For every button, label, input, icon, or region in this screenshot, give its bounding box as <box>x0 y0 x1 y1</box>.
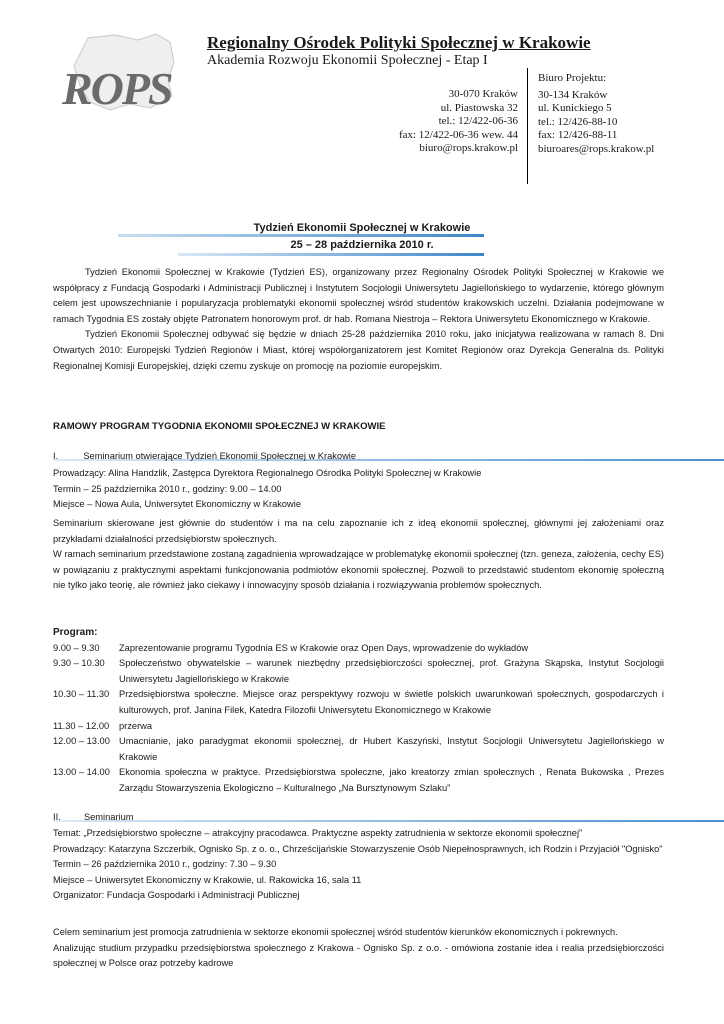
address-main <box>399 88 518 156</box>
schedule-row <box>53 719 664 735</box>
header-divider <box>527 68 528 184</box>
program-label: Program: <box>53 627 98 638</box>
rops-logo <box>60 30 200 120</box>
term: Termin – 25 października 2010 r., godziny: 9.00 – 14.00 <box>53 483 282 494</box>
schedule-desc: przerwa <box>119 720 153 731</box>
schedule-row <box>53 641 664 657</box>
section-number: II. <box>53 812 61 822</box>
address-line: ul. Piastowska 32 <box>440 101 518 114</box>
section-1-details <box>53 466 664 513</box>
program-title: RAMOWY PROGRAM TYGODNIA EKONOMII SPOŁECZNEJ W KRAKOWIE <box>53 421 386 432</box>
section-2-details <box>53 826 664 904</box>
schedule-desc: Przedsiębiorstwa społeczne. Miejsce oraz perspektywy rozwoju w świetle polskich uwarunkowań społecznych, gospodarczych i kulturowych, prof. Janina Filek, Katedra Filozofii Uniwersytetu Ekonomicznego w Krakowie <box>119 689 664 715</box>
address-line: tel.: 12/422-06-36 <box>438 115 518 127</box>
address-project-office <box>538 72 654 156</box>
section-2-heading <box>53 812 134 822</box>
topic: Temat: „Przedsiębiorstwo społeczne – atrakcyjny pracodawca. Praktyczne aspekty zatrudnienia w sektorze ekonomii społecznej” <box>53 828 583 838</box>
address-line: 30-134 Kraków <box>538 88 608 101</box>
description-paragraph: Celem seminarium jest promocja zatrudnienia w sektorze ekonomii społecznej wśród studentów kierunków ekonomicznych i pokrewnych. <box>53 927 618 937</box>
section-name: Seminarium <box>83 812 134 822</box>
address-line: ul. Kunickiego 5 <box>538 102 612 114</box>
schedule-desc: Ekonomia społeczna w praktyce. Przedsiębiorstwa społeczne, jako kreatorzy zmian społecznych , Renata Bukowska , Prezes Zarządu Stowarzyszenia Ekologiczno – Kulturalnego „Na Bursztynowym Szlaku” <box>119 767 664 793</box>
place: Miejsce – Nowa Aula, Uniwersytet Ekonomiczny w Krakowie <box>53 499 302 510</box>
schedule-desc: Zaprezentowanie programu Tygodnia ES w Krakowie oraz Open Days, wprowadzenie do wykładów <box>119 642 529 653</box>
program-schedule <box>53 625 664 797</box>
section-2-description <box>53 925 664 972</box>
address-line: tel.: 12/426-88-10 <box>538 115 618 128</box>
schedule-time: 10.30 – 11.30 <box>53 689 110 700</box>
address-line: fax: 12/426-88-11 <box>538 129 618 141</box>
email[interactable]: biuro@rops.krakow.pl <box>419 142 518 154</box>
decorative-bar <box>118 234 484 237</box>
schedule-row <box>53 734 664 765</box>
schedule-row <box>53 687 664 718</box>
decorative-bar <box>178 253 484 256</box>
schedule-time: 12.00 – 13.00 <box>53 736 110 747</box>
section-1-heading <box>53 451 356 461</box>
schedule-row <box>53 765 664 796</box>
event-dates: 25 – 28 października 2010 r. <box>290 239 434 251</box>
schedule-desc: Umacnianie, jako paradygmat ekonomii społecznej, dr Hubert Kaszyński, Instytut Socjologii Uniwersytetu Jagiellońskiego w Krakowie <box>119 736 664 762</box>
description-paragraph: Seminarium skierowane jest głównie do studentów i ma na celu zapoznanie ich z ideą ekonomii społecznej, głównymi jej założeniami oraz przykładami działalności przedsiębiorstw społecznych. <box>53 518 664 544</box>
address-line: fax: 12/422-06-36 wew. 44 <box>398 128 518 141</box>
section-name: Seminarium otwierające Tydzień Ekonomii Społecznej w Krakowie <box>83 451 357 461</box>
term: Termin – 26 października 2010 r., godziny: 7.30 – 9.30 <box>53 859 277 870</box>
section-number: I. <box>53 451 59 461</box>
schedule-time: 9.30 – 10.30 <box>53 658 105 669</box>
description-paragraph: Analizując studium przypadku przedsiębiorstwa społecznego z Krakowa - Ognisko Sp. z o.o. - omówiona zostanie idea i realia przedsiębiorczości społecznej w Polsce oraz potrzeby kadrowe <box>53 942 664 969</box>
section-bar <box>53 820 724 822</box>
description-paragraph: W ramach seminarium przedstawione zostaną zagadnienia wprowadzające w problematykę ekonomii społecznej (tzn. geneza, założenia, cechy ES) w powiązaniu z praktycznymi aspektami funkcjonowania podmiotów ekonomii społecznej. Pozwoli to przedstawić studentom ekonomię społeczną nie tylko jako teorię, ale również jako ciekawy i innowacyjny sposób działania i rozwiązywania problemów społecznych. <box>53 549 664 591</box>
place: Miejsce – Uniwersytet Ekonomiczny w Krakowie, ul. Rakowicka 16, sala 11 <box>53 874 362 885</box>
event-title: Tydzień Ekonomii Społecznej w Krakowie <box>253 222 471 234</box>
schedule-time: 13.00 – 14.00 <box>53 767 110 778</box>
address-line: 30-070 Kraków <box>448 88 518 100</box>
logo-text: ROPS <box>62 63 172 114</box>
intro-paragraph: Tydzień Ekonomii Społecznej w Krakowie (Tydzień ES), organizowany przez Regionalny Ośrodek Polityki Społecznej w Krakowie we współpracy z Fundacją Gospodarki i Administracji Publicznej i Instytutem Socjologii Uniwersytetu Jagiellońskiego to wydarzenie, którego głównym celem jest upowszechnianie i popularyzacja problematyki ekonomii społecznej wśród studentów krakowskich uczelni. Działania podejmowane w ramach Tygodnia ES zostały objęte Patronatem honorowym prof. dr hab. Romana Niestroja – Rektora Uniwersytetu Ekonomicznego w Krakowie. <box>53 267 664 324</box>
schedule-time: 11.30 – 12.00 <box>53 720 110 731</box>
schedule-time: 9.00 – 9.30 <box>53 642 100 653</box>
schedule-row <box>53 656 664 687</box>
intro-text <box>53 265 664 374</box>
lead: Prowadzący: Katarzyna Szczerbik, Ognisko Sp. z o. o., Chrześcijańskie Stowarzyszenie Osób Niepełnosprawnych, ich Rodzin i Przyjaciół "Ognisko" <box>53 843 663 854</box>
lead: Prowadzący: Alina Handzlik, Zastępca Dyrektora Regionalnego Ośrodka Polityki Społecznej w Krakowie <box>53 468 482 478</box>
org-subtitle: Akademia Rozwoju Ekonomii Społecznej - Etap I <box>207 53 488 68</box>
email[interactable]: biuroares@rops.krakow.pl <box>538 142 655 155</box>
org-title: Regionalny Ośrodek Polityki Społecznej w Krakowie <box>207 33 591 52</box>
intro-paragraph: Tydzień Ekonomii Społecznej odbywać się będzie w dniach 25-28 października 2010 roku, jako inicjatywa realizowana w ramach 8. Dni Otwartych 2010: Europejski Tydzień Regionów i Miast, której współorganizatorem jest Komitet Regionów oraz Dyrekcja Generalna ds. Polityki Regionalnej Komisji Europejskiej, dzięki czemu zyskuje on promocję na poziomie europejskim. <box>53 329 664 371</box>
project-office-title: Biuro Projektu: <box>538 72 607 84</box>
schedule-desc: Społeczeństwo obywatelskie – warunek niezbędny przedsiębiorczości społecznej, prof. Grażyna Skąpska, Instytut Socjologii Uniwersytetu Jagiellońskiego w Krakowie <box>119 658 664 684</box>
organizer: Organizator: Fundacja Gospodarki i Administracji Publicznej <box>53 890 300 901</box>
section-1-description <box>53 516 664 594</box>
